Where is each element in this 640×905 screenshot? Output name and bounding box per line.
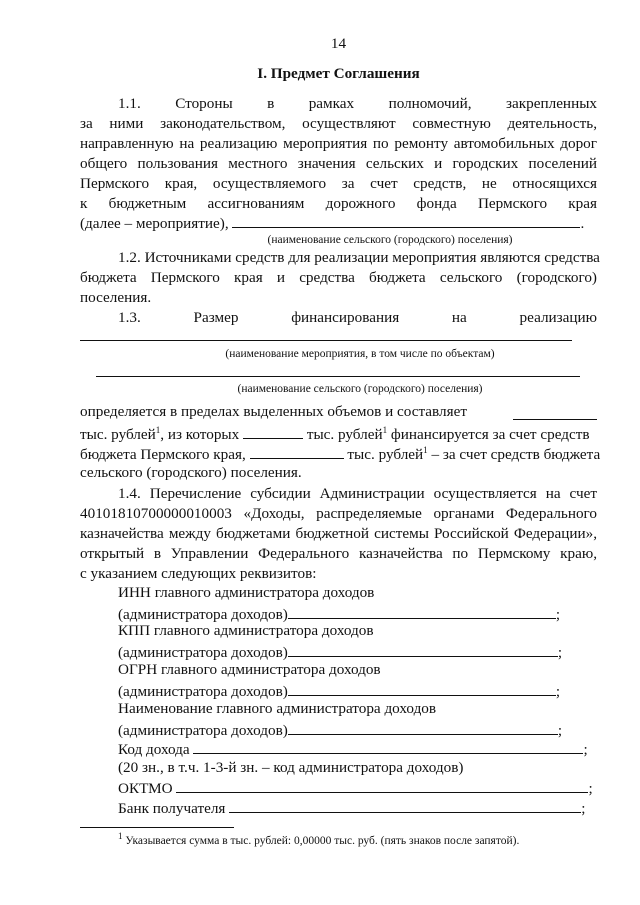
p3-line-3-d: финансируется за счет средств bbox=[387, 426, 590, 443]
total-amount-blank[interactable] bbox=[513, 404, 597, 420]
kod-note: (20 зн., в т.ч. 1-3-й зн. – код администратора доходов) bbox=[118, 759, 464, 776]
p4-line-5: с указанием следующих реквизитов: bbox=[80, 565, 317, 582]
footnote-mark-1: 1 bbox=[155, 424, 161, 435]
p2-line-2: бюджета Пермского края и средства бюджета сельского (городского) bbox=[80, 269, 597, 286]
settlement-name-blank-2[interactable] bbox=[96, 376, 580, 377]
bank-blank[interactable] bbox=[229, 797, 581, 813]
kod-semicolon: ; bbox=[583, 741, 588, 758]
name-semicolon: ; bbox=[557, 722, 563, 739]
p3-caption-2: (наименование сельского (городского) поселения) bbox=[237, 383, 483, 395]
p4-line-2: 40101810700000010003 «Доходы, распределяемые органами Федерального bbox=[80, 505, 597, 522]
p3-line-2 bbox=[80, 402, 597, 422]
p3-line-3-a: тыс. рублей bbox=[80, 426, 156, 443]
kpp-label-1: КПП главного администратора доходов bbox=[118, 622, 374, 639]
p3-line-4-c: – за счет средств бюджета bbox=[427, 446, 601, 463]
footnote-mark-3: 1 bbox=[423, 444, 428, 455]
name-label-2: (администратора доходов) bbox=[118, 722, 288, 739]
kod-field bbox=[118, 738, 635, 760]
section-title: I. Предмет Соглашения bbox=[257, 65, 420, 82]
regional-amount-blank[interactable] bbox=[243, 423, 303, 439]
p3-line-3-c: тыс. рублей bbox=[306, 426, 383, 443]
footnote-number: 1 bbox=[118, 831, 123, 842]
p1-line-6: к бюджетным ассигнованиям дорожного фонда Пермского края bbox=[80, 195, 597, 212]
p4-line-1: 1.4. Перечисление субсидии Администрации осуществляется на счет bbox=[118, 485, 597, 502]
ogrn-semicolon: ; bbox=[555, 683, 561, 700]
p4-line-3: казначейства между бюджетами бюджетной системы Российской Федерации», bbox=[80, 525, 597, 542]
footnote bbox=[118, 831, 597, 848]
event-name-blank[interactable] bbox=[80, 340, 572, 341]
footnote-divider bbox=[80, 827, 234, 828]
name-blank[interactable] bbox=[288, 719, 558, 735]
p1-line-7 bbox=[80, 212, 597, 234]
p1-line-7-end: . bbox=[580, 215, 585, 232]
kod-blank[interactable] bbox=[193, 738, 583, 754]
page-number: 14 bbox=[330, 35, 347, 52]
ogrn-label-2: (администратора доходов) bbox=[118, 683, 288, 700]
ogrn-blank[interactable] bbox=[288, 680, 556, 696]
kpp-semicolon: ; bbox=[557, 644, 563, 661]
p2-line-3: поселения. bbox=[80, 289, 152, 306]
inn-label-1: ИНН главного администратора доходов bbox=[118, 584, 375, 601]
inn-blank[interactable] bbox=[288, 603, 556, 619]
oktmo-semicolon: ; bbox=[588, 780, 593, 797]
p1-line-3: направленную на реализацию мероприятия по ремонту автомобильных дорог bbox=[80, 135, 597, 152]
p1-line-5: Пермского края, осуществляемого за счет средств, не относящихся bbox=[80, 175, 597, 192]
bank-semicolon: ; bbox=[581, 800, 586, 817]
settlement-name-blank[interactable] bbox=[232, 212, 580, 228]
p3-line-3-b: , из которых bbox=[160, 426, 240, 443]
p1-line-2: за ними законодательством, осуществляют совместную деятельность, bbox=[80, 115, 597, 132]
p3-line-4-a: бюджета Пермского края, bbox=[80, 446, 246, 463]
p3-line-2-text: определяется в пределах выделенных объемов и составляет bbox=[80, 403, 467, 420]
p3-line-3 bbox=[80, 423, 597, 445]
p1-line-1: 1.1. Стороны в рамках полномочий, закрепленных bbox=[118, 95, 597, 112]
inn-semicolon: ; bbox=[555, 606, 561, 623]
bank-field bbox=[118, 797, 635, 819]
p1-line-7-text: (далее – мероприятие), bbox=[80, 215, 229, 232]
name-label-1: Наименование главного администратора доходов bbox=[118, 700, 437, 717]
p1-line-4: общего пользования местного значения сельских и городских поселений bbox=[80, 155, 597, 172]
oktmo-field bbox=[118, 777, 635, 799]
kpp-blank[interactable] bbox=[288, 641, 558, 657]
p1-caption: (наименование сельского (городского) поселения) bbox=[267, 234, 513, 246]
kpp-label-2: (администратора доходов) bbox=[118, 644, 288, 661]
bank-label: Банк получателя bbox=[118, 800, 226, 817]
kod-label: Код дохода bbox=[118, 741, 190, 758]
p3-line-4-b: тыс. рублей bbox=[347, 446, 424, 463]
inn-label-2: (администратора доходов) bbox=[118, 606, 288, 623]
local-amount-blank[interactable] bbox=[250, 443, 344, 459]
p3-line-1: 1.3. Размер финансирования на реализацию bbox=[118, 309, 597, 326]
p4-line-4: открытый в Управлении Федерального казначейства по Пермскому краю, bbox=[80, 545, 597, 562]
p3-line-5: сельского (городского) поселения. bbox=[80, 464, 302, 481]
oktmo-blank[interactable] bbox=[176, 777, 588, 793]
p2-line-1: 1.2. Источниками средств для реализации мероприятия являются средства bbox=[118, 249, 600, 266]
oktmo-label: ОКТМО bbox=[118, 780, 173, 797]
p3-line-4 bbox=[80, 443, 601, 465]
ogrn-label-1: ОГРН главного администратора доходов bbox=[118, 661, 381, 678]
footnote-text: Указывается сумма в тыс. рублей: 0,00000 тыс. руб. (пять знаков после запятой). bbox=[125, 835, 520, 847]
footnote-mark-2: 1 bbox=[382, 424, 388, 435]
p3-caption-1: (наименование мероприятия, в том числе по объектам) bbox=[225, 348, 495, 360]
